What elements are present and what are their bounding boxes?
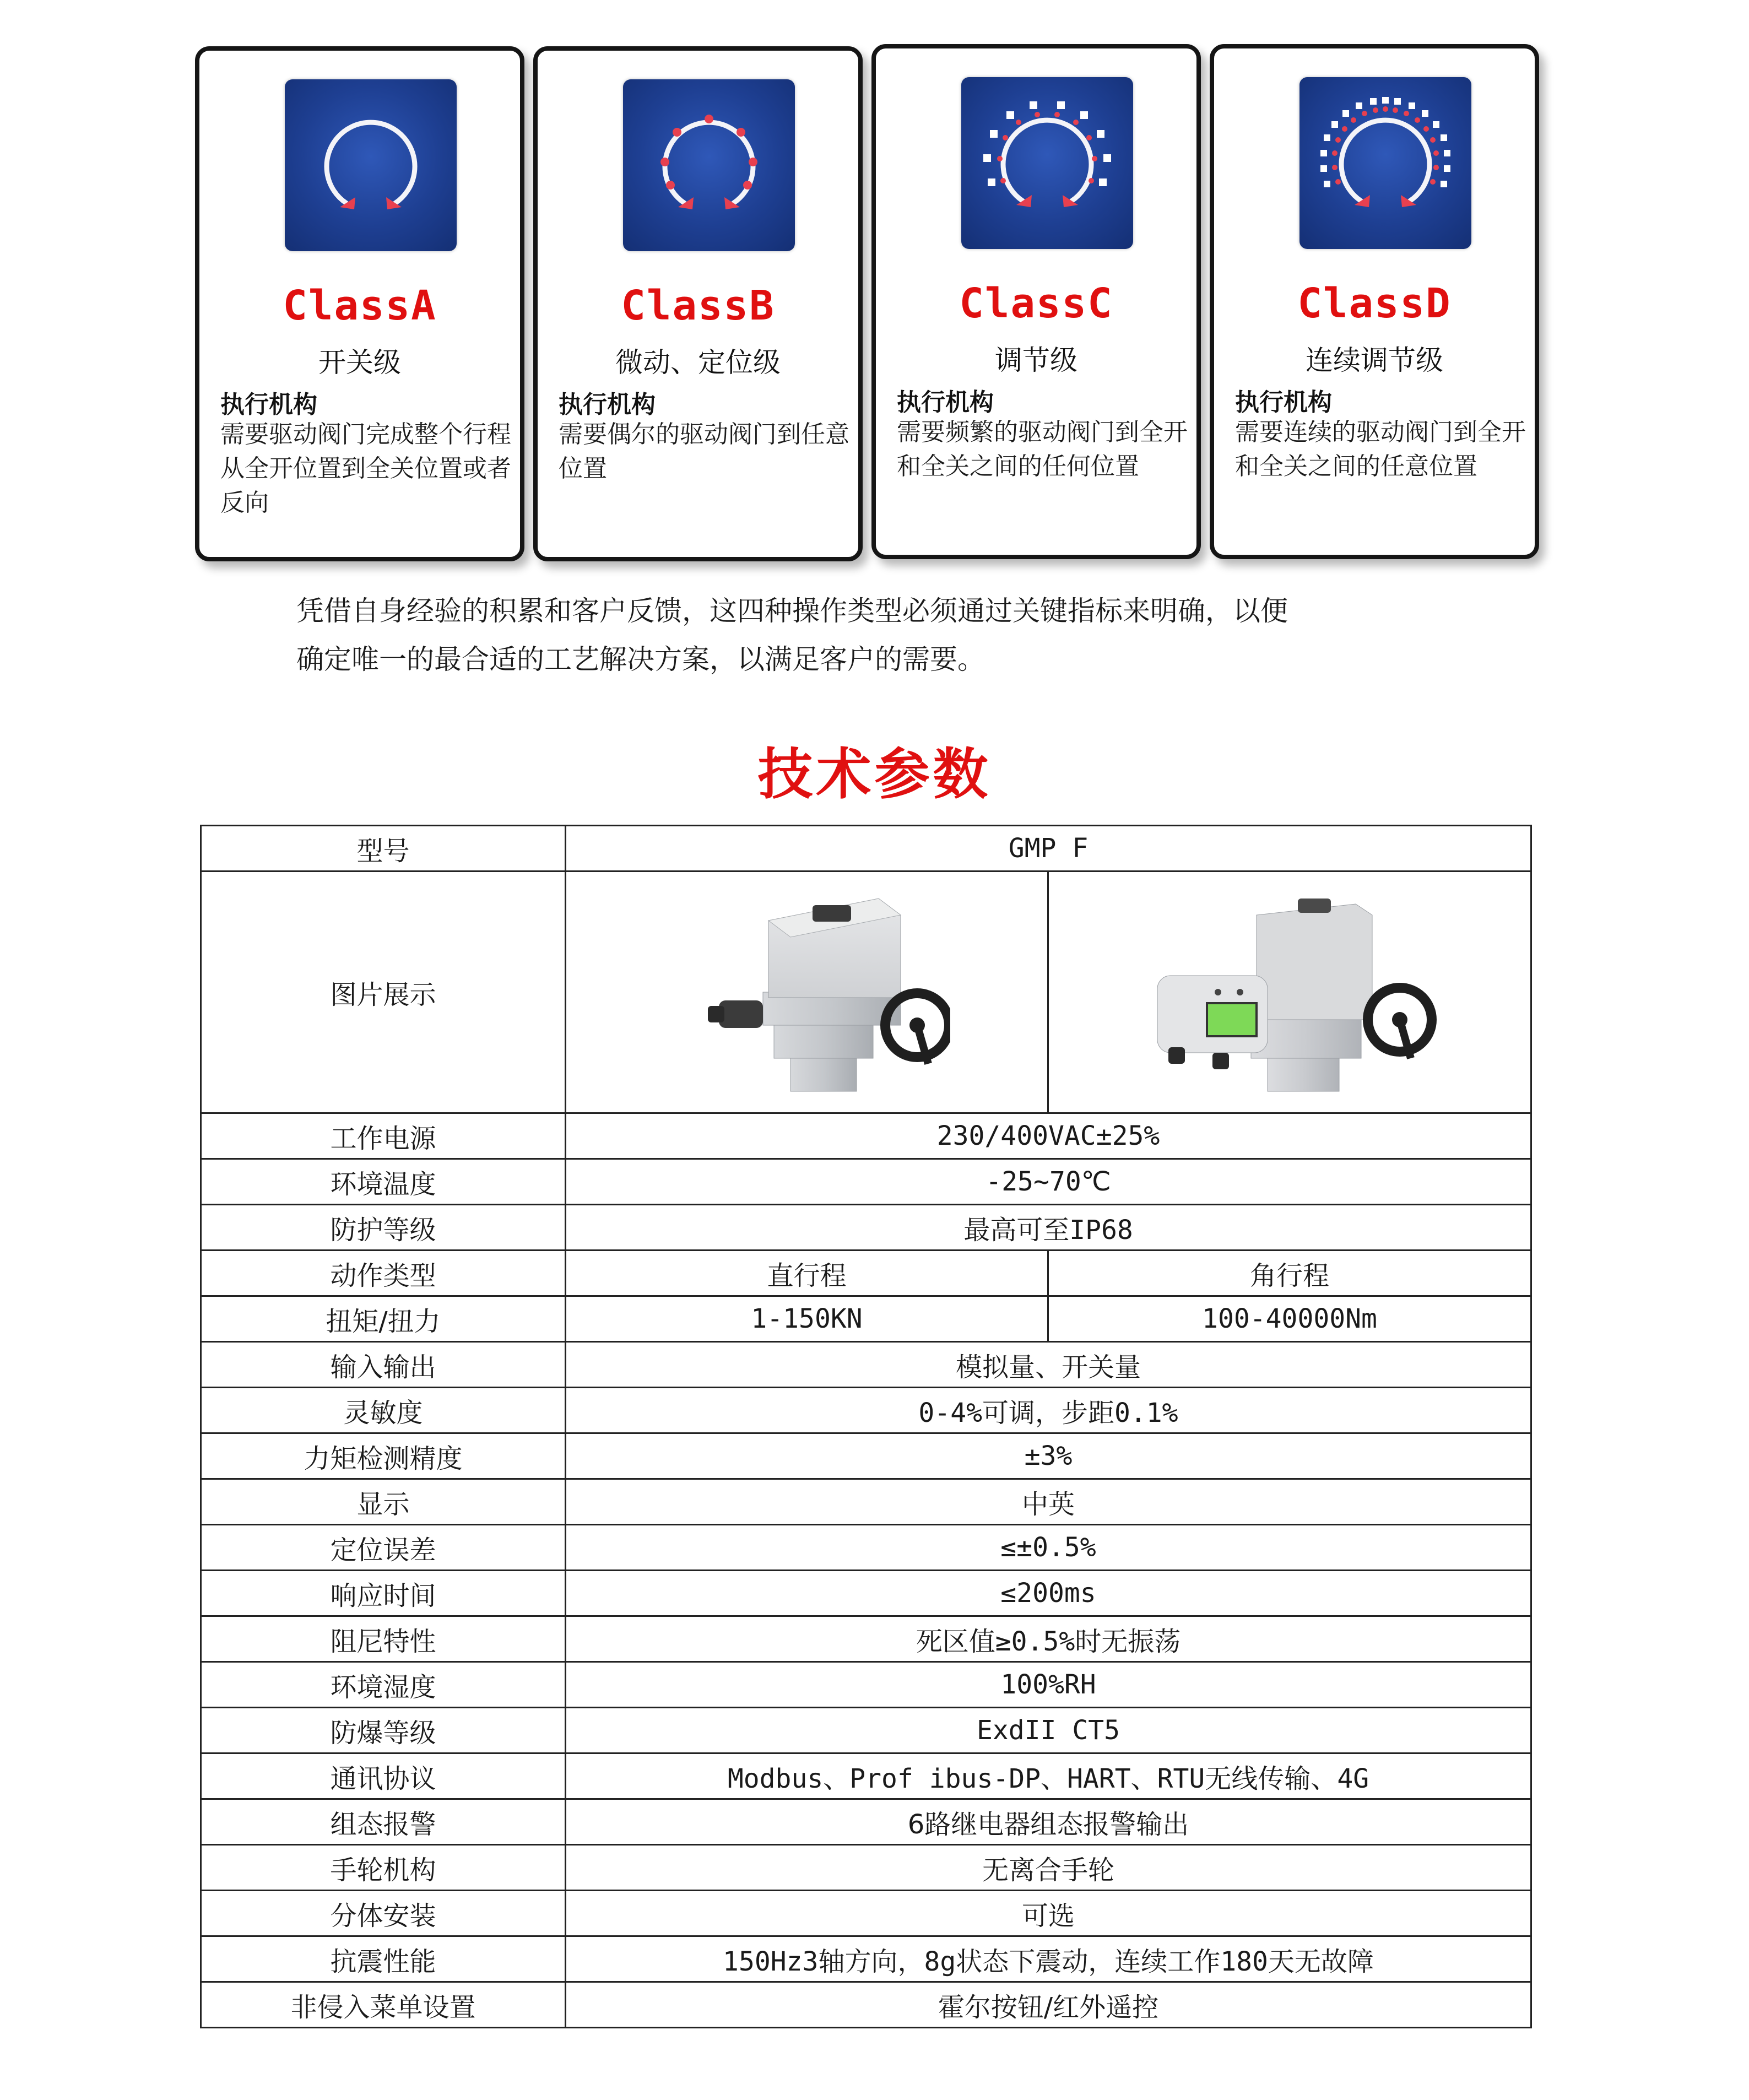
spec-value: GMP F [566, 826, 1531, 872]
spec-value: ≤±0.5% [566, 1525, 1531, 1571]
spec-value: 230/400VAC±25% [566, 1113, 1531, 1159]
class-title: ClassA [283, 282, 437, 329]
class-description: 需要偶尔的驱动阀门到任意位置 [559, 420, 849, 483]
spec-table [200, 825, 1532, 2028]
class-description: 需要驱动阀门完成整个行程从全开位置到全关位置或者反向 [220, 420, 511, 517]
section-title: 技术参数 [757, 742, 992, 807]
table-row [201, 1205, 1531, 1251]
table-row [201, 1388, 1531, 1433]
spec-value: 100%RH [566, 1662, 1531, 1708]
spec-value: 0-4%可调，步距0.1% [566, 1388, 1531, 1433]
class-subtitle: 开关级 [318, 347, 401, 378]
spec-label: 阻尼特性 [201, 1616, 566, 1662]
spec-label: 显示 [201, 1479, 566, 1525]
table-row [201, 1296, 1531, 1342]
table-row [201, 1479, 1531, 1525]
spec-label: 抗震性能 [201, 1936, 566, 1982]
table-row [201, 1571, 1531, 1616]
spec-label: 防护等级 [201, 1205, 566, 1251]
dial-class-b-icon [623, 79, 795, 251]
spec-label: 工作电源 [201, 1113, 566, 1159]
dial-class-d-icon [1299, 77, 1471, 249]
spec-value: 模拟量、开关量 [566, 1342, 1531, 1388]
photo-cell [566, 872, 1048, 1113]
spec-value: 150Hz3轴方向，8g状态下震动，连续工作180天无故障 [566, 1936, 1531, 1982]
spec-label: 响应时间 [201, 1571, 566, 1616]
spec-label: 通讯协议 [201, 1753, 566, 1799]
spec-label: 分体安装 [201, 1891, 566, 1936]
spec-label: 灵敏度 [201, 1388, 566, 1433]
class-description: 需要连续的驱动阀门到全开和全关之间的任意位置 [1235, 418, 1526, 480]
spec-label: 扭矩/扭力 [201, 1296, 566, 1342]
table-row [201, 1753, 1531, 1799]
table-row [201, 1251, 1531, 1296]
spec-label: 环境温度 [201, 1159, 566, 1205]
class-description: 需要频繁的驱动阀门到全开和全关之间的任何位置 [897, 418, 1188, 480]
dial-class-c-icon [961, 77, 1133, 249]
class-title: ClassD [1297, 280, 1452, 327]
class-d-card [1210, 44, 1539, 559]
spec-label: 手轮机构 [201, 1845, 566, 1891]
class-c-card [871, 44, 1201, 559]
spec-value: 中英 [566, 1479, 1531, 1525]
spec-value: Modbus、Prof ibus-DP、HART、RTU无线传输、4G [566, 1753, 1531, 1799]
table-row [201, 1159, 1531, 1205]
class-title: ClassB [621, 282, 775, 329]
spec-label: 动作类型 [201, 1251, 566, 1296]
table-row [201, 1662, 1531, 1708]
dial-class-a-icon [285, 79, 457, 251]
spec-label: 力矩检测精度 [201, 1433, 566, 1479]
spec-value: 最高可至IP68 [566, 1205, 1531, 1251]
table-row [201, 1891, 1531, 1936]
table-row [201, 1982, 1531, 2028]
table-row [201, 1936, 1531, 1982]
spec-label: 图片展示 [201, 872, 566, 1113]
actuator-display-icon [1135, 882, 1444, 1102]
spec-value-left: 1-150KN [566, 1296, 1048, 1342]
spec-value: ExdII CT5 [566, 1708, 1531, 1753]
spec-value-left: 直行程 [566, 1251, 1048, 1296]
photo-cell [1048, 872, 1531, 1113]
class-title: ClassC [959, 280, 1113, 327]
operation-class-cards [0, 0, 1749, 573]
spec-label: 定位误差 [201, 1525, 566, 1571]
actuator-basic-icon [664, 882, 950, 1102]
table-row [201, 1342, 1531, 1388]
class-a-card [195, 46, 524, 561]
spec-value-right: 角行程 [1048, 1251, 1531, 1296]
spec-value: 6路继电器组态报警输出 [566, 1799, 1531, 1845]
intro-line: 确定唯一的最合适的工艺解决方案，以满足客户的需要。 [296, 643, 985, 675]
class-subtitle: 微动、定位级 [615, 347, 781, 378]
intro-paragraph [296, 587, 1464, 684]
table-row [201, 1708, 1531, 1753]
table-row [201, 1845, 1531, 1891]
class-heading: 执行机构 [220, 391, 317, 419]
table-row [201, 1616, 1531, 1662]
spec-value: -25~70℃ [566, 1159, 1531, 1205]
spec-value: ±3% [566, 1433, 1531, 1479]
intro-line: 凭借自身经验的积累和客户反馈，这四种操作类型必须通过关键指标来明确，以便 [296, 595, 1288, 627]
class-b-card [533, 46, 863, 561]
class-heading: 执行机构 [1235, 388, 1332, 416]
spec-value-right: 100-40000Nm [1048, 1296, 1531, 1342]
class-heading: 执行机构 [559, 391, 656, 419]
spec-label: 非侵入菜单设置 [201, 1982, 566, 2028]
table-row [201, 1433, 1531, 1479]
class-subtitle: 调节级 [995, 344, 1077, 376]
spec-label: 型号 [201, 826, 566, 872]
table-row [201, 872, 1531, 1113]
table-row [201, 826, 1531, 872]
table-row [201, 1113, 1531, 1159]
spec-label: 环境湿度 [201, 1662, 566, 1708]
spec-label: 防爆等级 [201, 1708, 566, 1753]
table-row [201, 1799, 1531, 1845]
table-row [201, 1525, 1531, 1571]
spec-label: 组态报警 [201, 1799, 566, 1845]
class-heading: 执行机构 [897, 388, 994, 416]
spec-value: ≤200ms [566, 1571, 1531, 1616]
spec-label: 输入输出 [201, 1342, 566, 1388]
class-subtitle: 连续调节级 [1306, 344, 1443, 376]
spec-value: 可选 [566, 1891, 1531, 1936]
spec-value: 死区值≥0.5%时无振荡 [566, 1616, 1531, 1662]
spec-value: 无离合手轮 [566, 1845, 1531, 1891]
spec-value: 霍尔按钮/红外遥控 [566, 1982, 1531, 2028]
